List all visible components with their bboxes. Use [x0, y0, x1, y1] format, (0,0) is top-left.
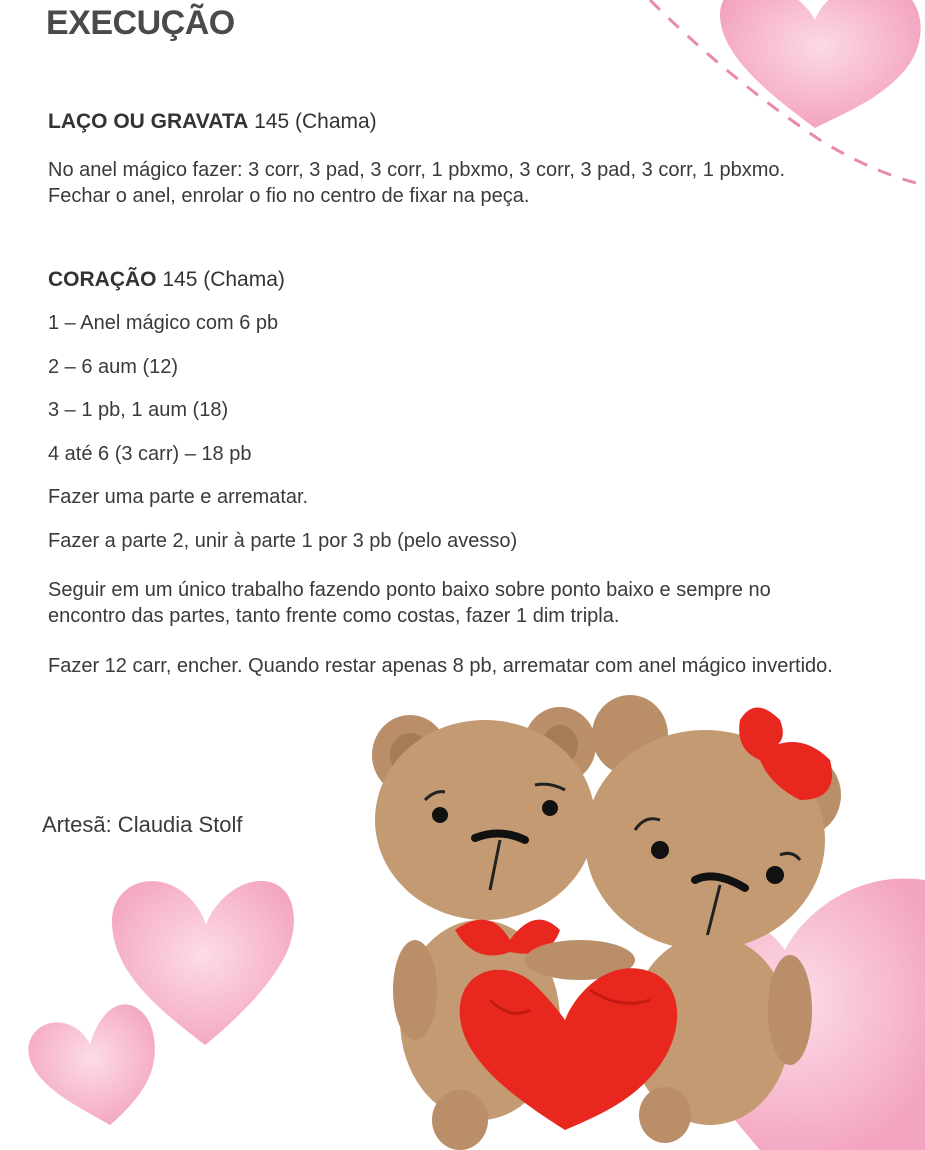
heart-row-2: 2 – 6 aum (12)	[48, 356, 179, 378]
heart-top-right-icon	[720, 0, 921, 128]
amigurumi-bears-photo	[360, 690, 860, 1150]
lace-instructions: No anel mágico fazer: 3 corr, 3 pad, 3 corr, 1 pbxmo, 3 corr, 3 pad, 3 corr, 1 pbxmo. Fechar o anel, enrolar o fio no centro de fixar na peça.	[48, 159, 786, 207]
lace-color-code: 145 (Chama)	[254, 110, 377, 133]
lace-heading-line	[48, 110, 377, 134]
lace-heading: LAÇO OU GRAVATA	[48, 110, 249, 133]
heart-paragraph-2: Fazer 12 carr, encher. Quando restar apenas 8 pb, arrematar com anel mágico invertido.	[48, 655, 833, 677]
page-title: EXECUÇÃO	[46, 4, 235, 42]
heart-heading-line	[48, 268, 285, 292]
heart-step-join: Fazer a parte 2, unir à parte 1 por 3 pb (pelo avesso)	[48, 530, 518, 552]
heart-left-small-icon	[28, 1004, 154, 1125]
artisan-credit: Artesã: Claudia Stolf	[42, 812, 243, 837]
heart-row-1: 1 – Anel mágico com 6 pb	[48, 312, 279, 334]
heart-color-code: 145 (Chama)	[162, 268, 285, 291]
heart-step-finish: Fazer uma parte e arrematar.	[48, 486, 309, 508]
heart-row-4: 4 até 6 (3 carr) – 18 pb	[48, 443, 252, 465]
heart-row-3: 3 – 1 pb, 1 aum (18)	[48, 399, 229, 421]
heart-heading: CORAÇÃO	[48, 268, 157, 291]
heart-paragraph-1: Seguir em um único trabalho fazendo ponto baixo sobre ponto baixo e sempre no encontro das partes, tanto frente como costas, fazer 1 dim tripla.	[48, 579, 771, 627]
